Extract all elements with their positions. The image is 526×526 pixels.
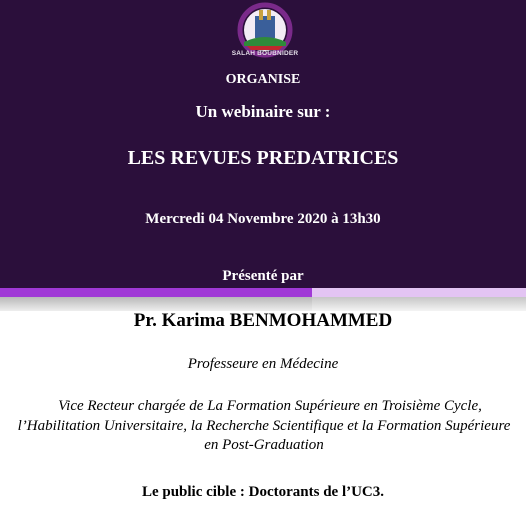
presented-by-label: Présenté par [222, 268, 304, 284]
organise-label: ORGANISE [225, 72, 301, 87]
webinar-topic: LES REVUES PREDATRICES [127, 147, 399, 169]
accent-band-light [312, 288, 526, 297]
speaker-position: Vice Recteur chargée de La Formation Supérieure en Troisième Cycle, l’Habilitation Universitaire, la Recherche Scientifique et la Formation Supérieure en Post-Graduation [17, 398, 511, 453]
shadow-band-dark [0, 297, 312, 311]
webinar-date: Mercredi 04 Novembre 2020 à 13h30 [145, 211, 381, 227]
speaker-role: Professeure en Médecine [187, 356, 339, 372]
webinar-intro: Un webinaire sur : [195, 102, 331, 121]
logo-caption: SALAH BOUBNIDER [231, 50, 299, 57]
speaker-name: Pr. Karima BENMOHAMMED [133, 310, 393, 331]
target-audience: Le public cible : Doctorants de l’UC3. [141, 484, 385, 500]
